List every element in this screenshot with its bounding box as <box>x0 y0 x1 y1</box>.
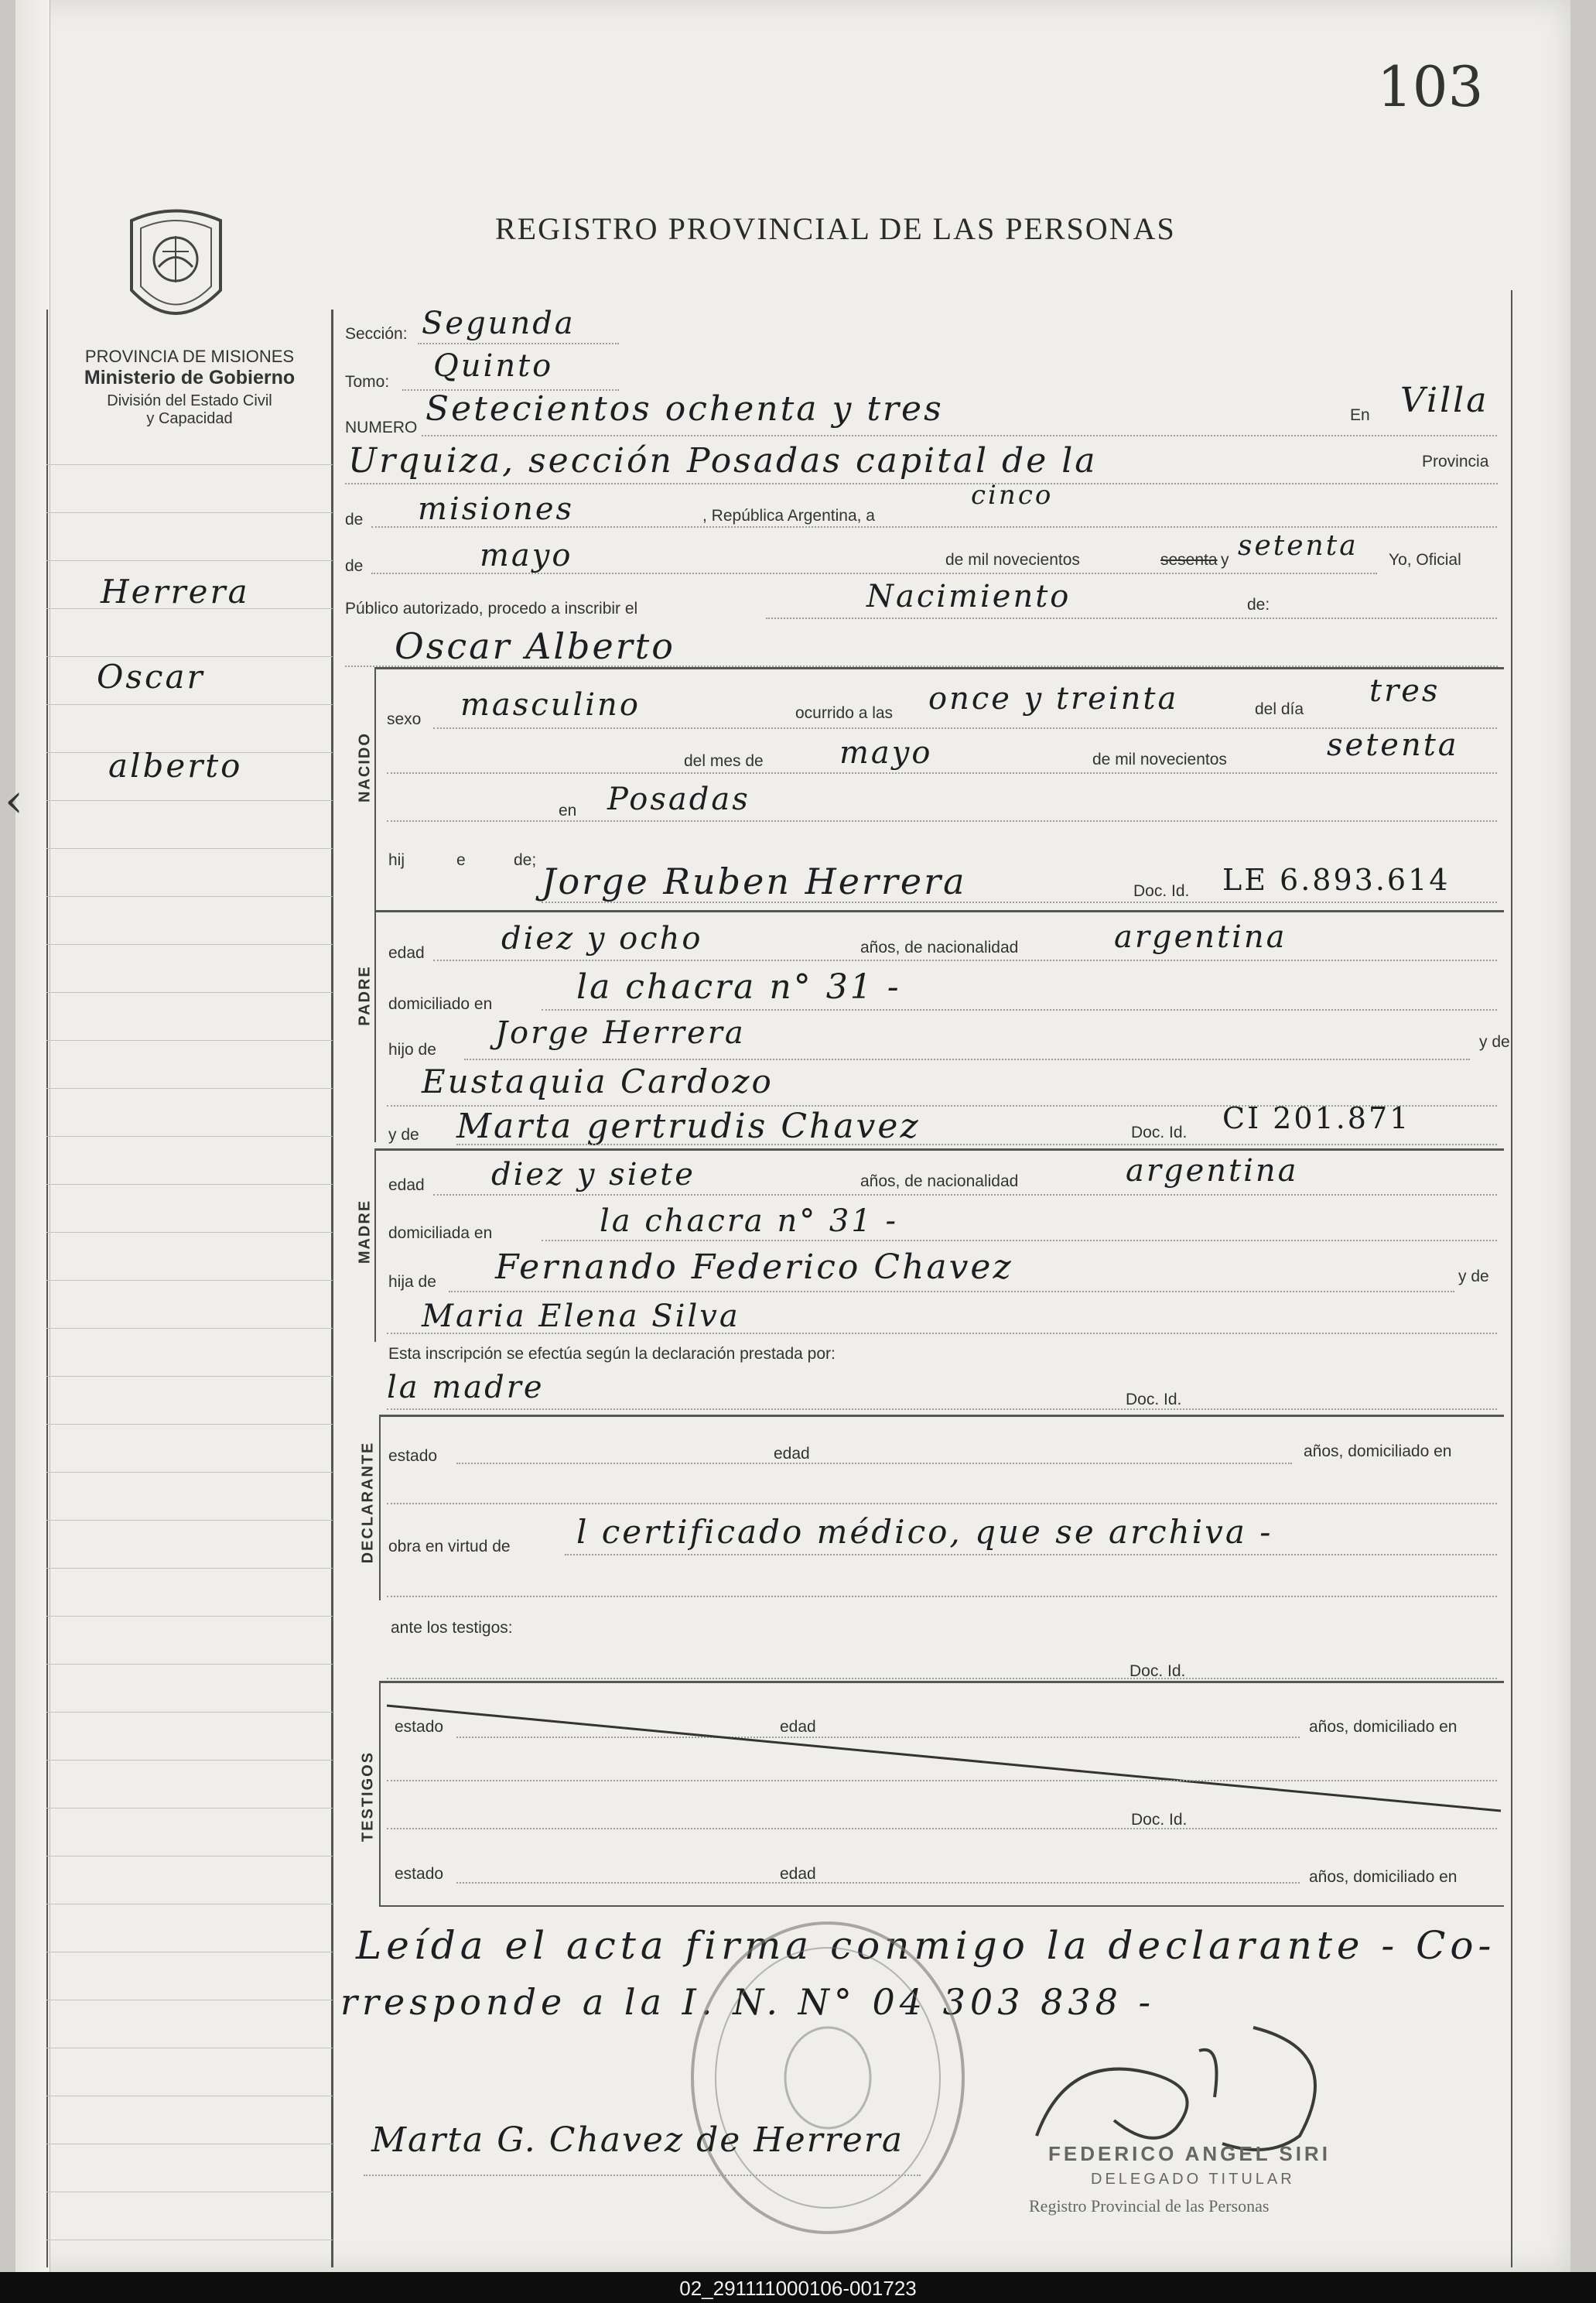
hij-label: hij <box>388 851 405 869</box>
republica-label: , República Argentina, a <box>702 507 875 525</box>
dotted-line <box>433 960 1497 961</box>
dotted-line <box>456 1144 1497 1145</box>
margin-ruled-line <box>46 1040 333 1041</box>
margin-ruled-line <box>46 512 333 513</box>
numero-label: NUMERO <box>345 419 418 436</box>
hora-value: once y treinta <box>928 681 1179 717</box>
dotted-line <box>387 1408 1497 1410</box>
dotted-line <box>542 1240 1497 1241</box>
obra-value: l certificado médico, que se archiva - <box>576 1513 1273 1551</box>
declarant-signature: Marta G. Chavez de Herrera <box>371 2120 904 2160</box>
official-stamp <box>681 1911 975 2244</box>
section-divider <box>374 1148 1504 1151</box>
margin-ruled-line <box>46 944 333 945</box>
margin-divider <box>331 310 333 2267</box>
de-semi-label: de; <box>514 851 537 869</box>
dotted-line <box>345 483 1498 484</box>
closing-line2: rresponde a la I. N. N° 04 303 838 - <box>340 1981 1156 2023</box>
de-mil-nov-label: de mil novecientos <box>1092 751 1227 768</box>
margin-ruled-line <box>46 464 333 465</box>
margin-first-name: Oscar <box>97 658 205 696</box>
madre-nombre-value: Marta gertrudis Chavez <box>456 1107 921 1146</box>
dotted-line <box>387 1678 1497 1679</box>
dotted-line <box>565 1554 1497 1555</box>
testigo1-edad-label: edad <box>780 1718 816 1736</box>
edge-mark: ‹ <box>5 774 23 828</box>
margin-ruled-line <box>46 560 333 561</box>
closing-line1: Leída el acta firma conmigo la declarante - Co- <box>356 1923 1496 1968</box>
provincia-value: misiones <box>418 491 575 527</box>
madre-madre-value: Maria Elena Silva <box>422 1299 740 1334</box>
margin-ruled-line <box>46 1424 333 1425</box>
declarante-label: DECLARANTE <box>359 1441 377 1564</box>
sesenta-struck: sesenta <box>1160 551 1218 569</box>
ocurrido-label: ocurrido a las <box>795 704 894 722</box>
dotted-line <box>387 1503 1497 1504</box>
dia-nac-value: tres <box>1369 673 1441 709</box>
seccion-value: Segunda <box>422 306 576 341</box>
testigo1-anos-label: años, domiciliado en <box>1309 1718 1458 1736</box>
margin-ruled-line <box>46 896 333 897</box>
section-divider <box>379 1905 1504 1907</box>
de-colon-label: de: <box>1247 596 1270 614</box>
testigo2-edad-label: edad <box>780 1865 816 1883</box>
dotted-line <box>456 1882 1300 1884</box>
footer-bar <box>0 2272 1596 2303</box>
margin-ruled-line <box>46 1760 333 1761</box>
declarante-estado-label: estado <box>388 1447 438 1465</box>
section-vline <box>379 1681 381 1905</box>
testigo1-estado-label: estado <box>395 1718 444 1736</box>
padre-label: PADRE <box>356 965 374 1026</box>
padre-hijo-label: hijo de <box>388 1041 436 1059</box>
margin-ruled-line <box>46 1808 333 1809</box>
madre-dom-value: la chacra n° 31 - <box>600 1203 899 1239</box>
dotted-line <box>464 1059 1470 1060</box>
margin-ruled-line <box>46 848 333 849</box>
madre-edad-label: edad <box>388 1176 425 1194</box>
del-dia-label: del día <box>1255 700 1304 718</box>
dotted-line <box>387 772 1497 774</box>
mes-nac-value: mayo <box>839 735 933 771</box>
madre-padre-value: Fernando Federico Chavez <box>495 1247 1013 1287</box>
tomo-label: Tomo: <box>345 373 390 391</box>
dotted-line <box>371 573 1377 574</box>
testigo2-estado-label: estado <box>395 1865 444 1883</box>
section-divider <box>379 1681 1504 1683</box>
dotted-line <box>433 1194 1497 1196</box>
page-number: 103 <box>1377 54 1484 119</box>
margin-ruled-line <box>46 1664 333 1665</box>
margin-ruled-line <box>46 1184 333 1185</box>
padre-dom-value: la chacra n° 31 - <box>576 967 901 1007</box>
padre-edad-value: diez y ocho <box>501 921 703 956</box>
dotted-line <box>387 1780 1497 1781</box>
section-vline <box>374 1148 376 1342</box>
province-name: PROVINCIA DE MISIONES <box>84 347 295 366</box>
declarante-value: la madre <box>387 1370 545 1405</box>
dotted-line <box>387 1333 1497 1334</box>
testigo2-doc-label: Doc. Id. <box>1131 1811 1188 1829</box>
madre-y-de-label: y de <box>388 1126 419 1144</box>
officer-office: Registro Provincial de las Personas <box>1029 2196 1270 2216</box>
declarante-anos-label: años, domiciliado en <box>1304 1442 1452 1460</box>
margin-ruled-line <box>46 1712 333 1713</box>
margin-ruled-line <box>46 1520 333 1521</box>
margin-ruled-line <box>46 1088 333 1089</box>
padre-doc-label: Doc. Id. <box>1133 882 1190 900</box>
margin-ruled-line <box>46 800 333 801</box>
de-label-2: de <box>345 557 364 575</box>
nacido-label: NACIDO <box>356 732 374 802</box>
section-vline <box>374 667 376 915</box>
dotted-line <box>422 435 1497 436</box>
division-line2: y Capacidad <box>146 410 233 427</box>
dotted-line <box>387 1596 1497 1597</box>
padre-madre-value: Eustaquia Cardozo <box>422 1063 774 1100</box>
acto-value: Nacimiento <box>866 579 1071 614</box>
padre-dom-label: domiciliado en <box>388 995 493 1013</box>
seccion-label: Sección: <box>345 325 408 343</box>
section-divider <box>374 667 1504 669</box>
del-mes-label: del mes de <box>684 752 764 770</box>
padre-padre-value: Jorge Herrera <box>495 1015 746 1051</box>
right-border <box>1511 290 1512 2267</box>
sexo-value: masculino <box>460 687 641 723</box>
madre-hija-label: hija de <box>388 1273 436 1291</box>
margin-ruled-line <box>46 1328 333 1329</box>
madre-nac-value: argentina <box>1126 1153 1299 1189</box>
padre-y-de-label: y de <box>1479 1033 1510 1051</box>
padre-nac-value: argentina <box>1114 919 1287 955</box>
margin-ruled-line <box>46 1472 333 1473</box>
nombre-value: Oscar Alberto <box>395 625 675 667</box>
dotted-line <box>387 820 1497 822</box>
margin-ruled-line <box>46 1376 333 1377</box>
e-label: e <box>456 851 466 869</box>
dotted-line <box>418 343 619 344</box>
testigo2-anos-label: años, domiciliado en <box>1309 1868 1458 1886</box>
obra-label: obra en virtud de <box>388 1538 511 1555</box>
madre-doc-label: Doc. Id. <box>1131 1124 1188 1141</box>
padre-edad-label: edad <box>388 944 425 962</box>
document-title: REGISTRO PROVINCIAL DE LAS PERSONAS <box>495 211 1176 246</box>
testigo1-doc-label: Doc. Id. <box>1130 1662 1186 1680</box>
margin-ruled-line <box>46 704 333 705</box>
padre-anos-label: años, de nacionalidad <box>860 939 1019 956</box>
ministry-name: Ministerio de Gobierno <box>84 367 296 388</box>
dotted-line <box>542 1009 1497 1011</box>
anio-nac-value: setenta <box>1327 727 1459 763</box>
declarant-sig-line <box>364 2175 921 2176</box>
dotted-line <box>766 618 1497 619</box>
de-label: de <box>345 511 364 529</box>
cancel-strike-line <box>387 1702 1509 1819</box>
y-label: y <box>1221 551 1229 569</box>
margin-second-name: alberto <box>108 747 243 785</box>
madre-doc-value: CI 201.871 <box>1222 1101 1411 1135</box>
margin-ruled-line <box>46 992 333 993</box>
dia-value: cinco <box>971 480 1054 511</box>
section-divider <box>374 910 1504 912</box>
lugar-value: Urquiza, sección Posadas capital de la <box>348 441 1098 481</box>
margin-ruled-line <box>46 1568 333 1569</box>
ante-label: ante los testigos: <box>391 1619 513 1637</box>
publico-label: Público autorizado, procedo a inscribir el <box>345 600 638 618</box>
madre-label: MADRE <box>356 1199 374 1264</box>
tomo-value: Quinto <box>433 348 554 384</box>
en-nac-label: en <box>559 802 577 820</box>
dotted-line <box>449 1291 1454 1292</box>
madre-y-de-label-2: y de <box>1458 1268 1489 1285</box>
dotted-line <box>387 1828 1497 1829</box>
margin-ruled-line <box>46 1232 333 1233</box>
margin-ruled-line <box>46 1616 333 1617</box>
madre-edad-value: diez y siete <box>491 1157 695 1193</box>
section-vline <box>374 910 376 1142</box>
province-emblem <box>124 205 228 337</box>
division-line1: División del Estado Civil <box>107 392 272 409</box>
dotted-line <box>371 526 1497 528</box>
officer-title: DELEGADO TITULAR <box>1091 2171 1295 2188</box>
anio-value: setenta <box>1238 530 1358 562</box>
declaracion-label: Esta inscripción se efectúa según la declaración prestada por: <box>388 1345 836 1363</box>
margin-surname: Herrera <box>101 573 250 611</box>
dotted-line <box>456 1463 1292 1464</box>
yo-oficial-label: Yo, Oficial <box>1389 551 1461 569</box>
declarante-edad-label: edad <box>774 1445 810 1463</box>
margin-ruled-line <box>46 656 333 657</box>
margin-ruled-line <box>46 1136 333 1137</box>
en-label: En <box>1350 406 1370 424</box>
section-vline <box>379 1415 381 1600</box>
dotted-line <box>542 902 1497 903</box>
mes-value: mayo <box>480 538 573 573</box>
madre-anos-label: años, de nacionalidad <box>860 1172 1019 1190</box>
padre-nombre-value: Jorge Ruben Herrera <box>542 861 967 902</box>
provincia-label: Provincia <box>1422 453 1489 471</box>
testigos-label: TESTIGOS <box>359 1750 377 1843</box>
margin-ruled-line <box>46 1280 333 1281</box>
en-value: Villa <box>1400 381 1489 420</box>
lugar-nac-value: Posadas <box>607 782 750 817</box>
de-mil-label: de mil novecientos <box>945 551 1080 569</box>
madre-dom-label: domiciliada en <box>388 1224 493 1242</box>
numero-value: Setecientos ochenta y tres <box>425 389 944 429</box>
document-id: 02_291111000106-001723 <box>679 2277 917 2300</box>
padre-doc-value: LE 6.893.614 <box>1222 863 1451 897</box>
declarante-doc-label: Doc. Id. <box>1126 1391 1182 1408</box>
left-border <box>46 310 48 2267</box>
sexo-label: sexo <box>387 710 422 728</box>
binding-edge <box>15 0 50 2272</box>
officer-name: FEDERICO ANGEL SIRI <box>1048 2142 1331 2165</box>
section-divider <box>379 1415 1504 1417</box>
